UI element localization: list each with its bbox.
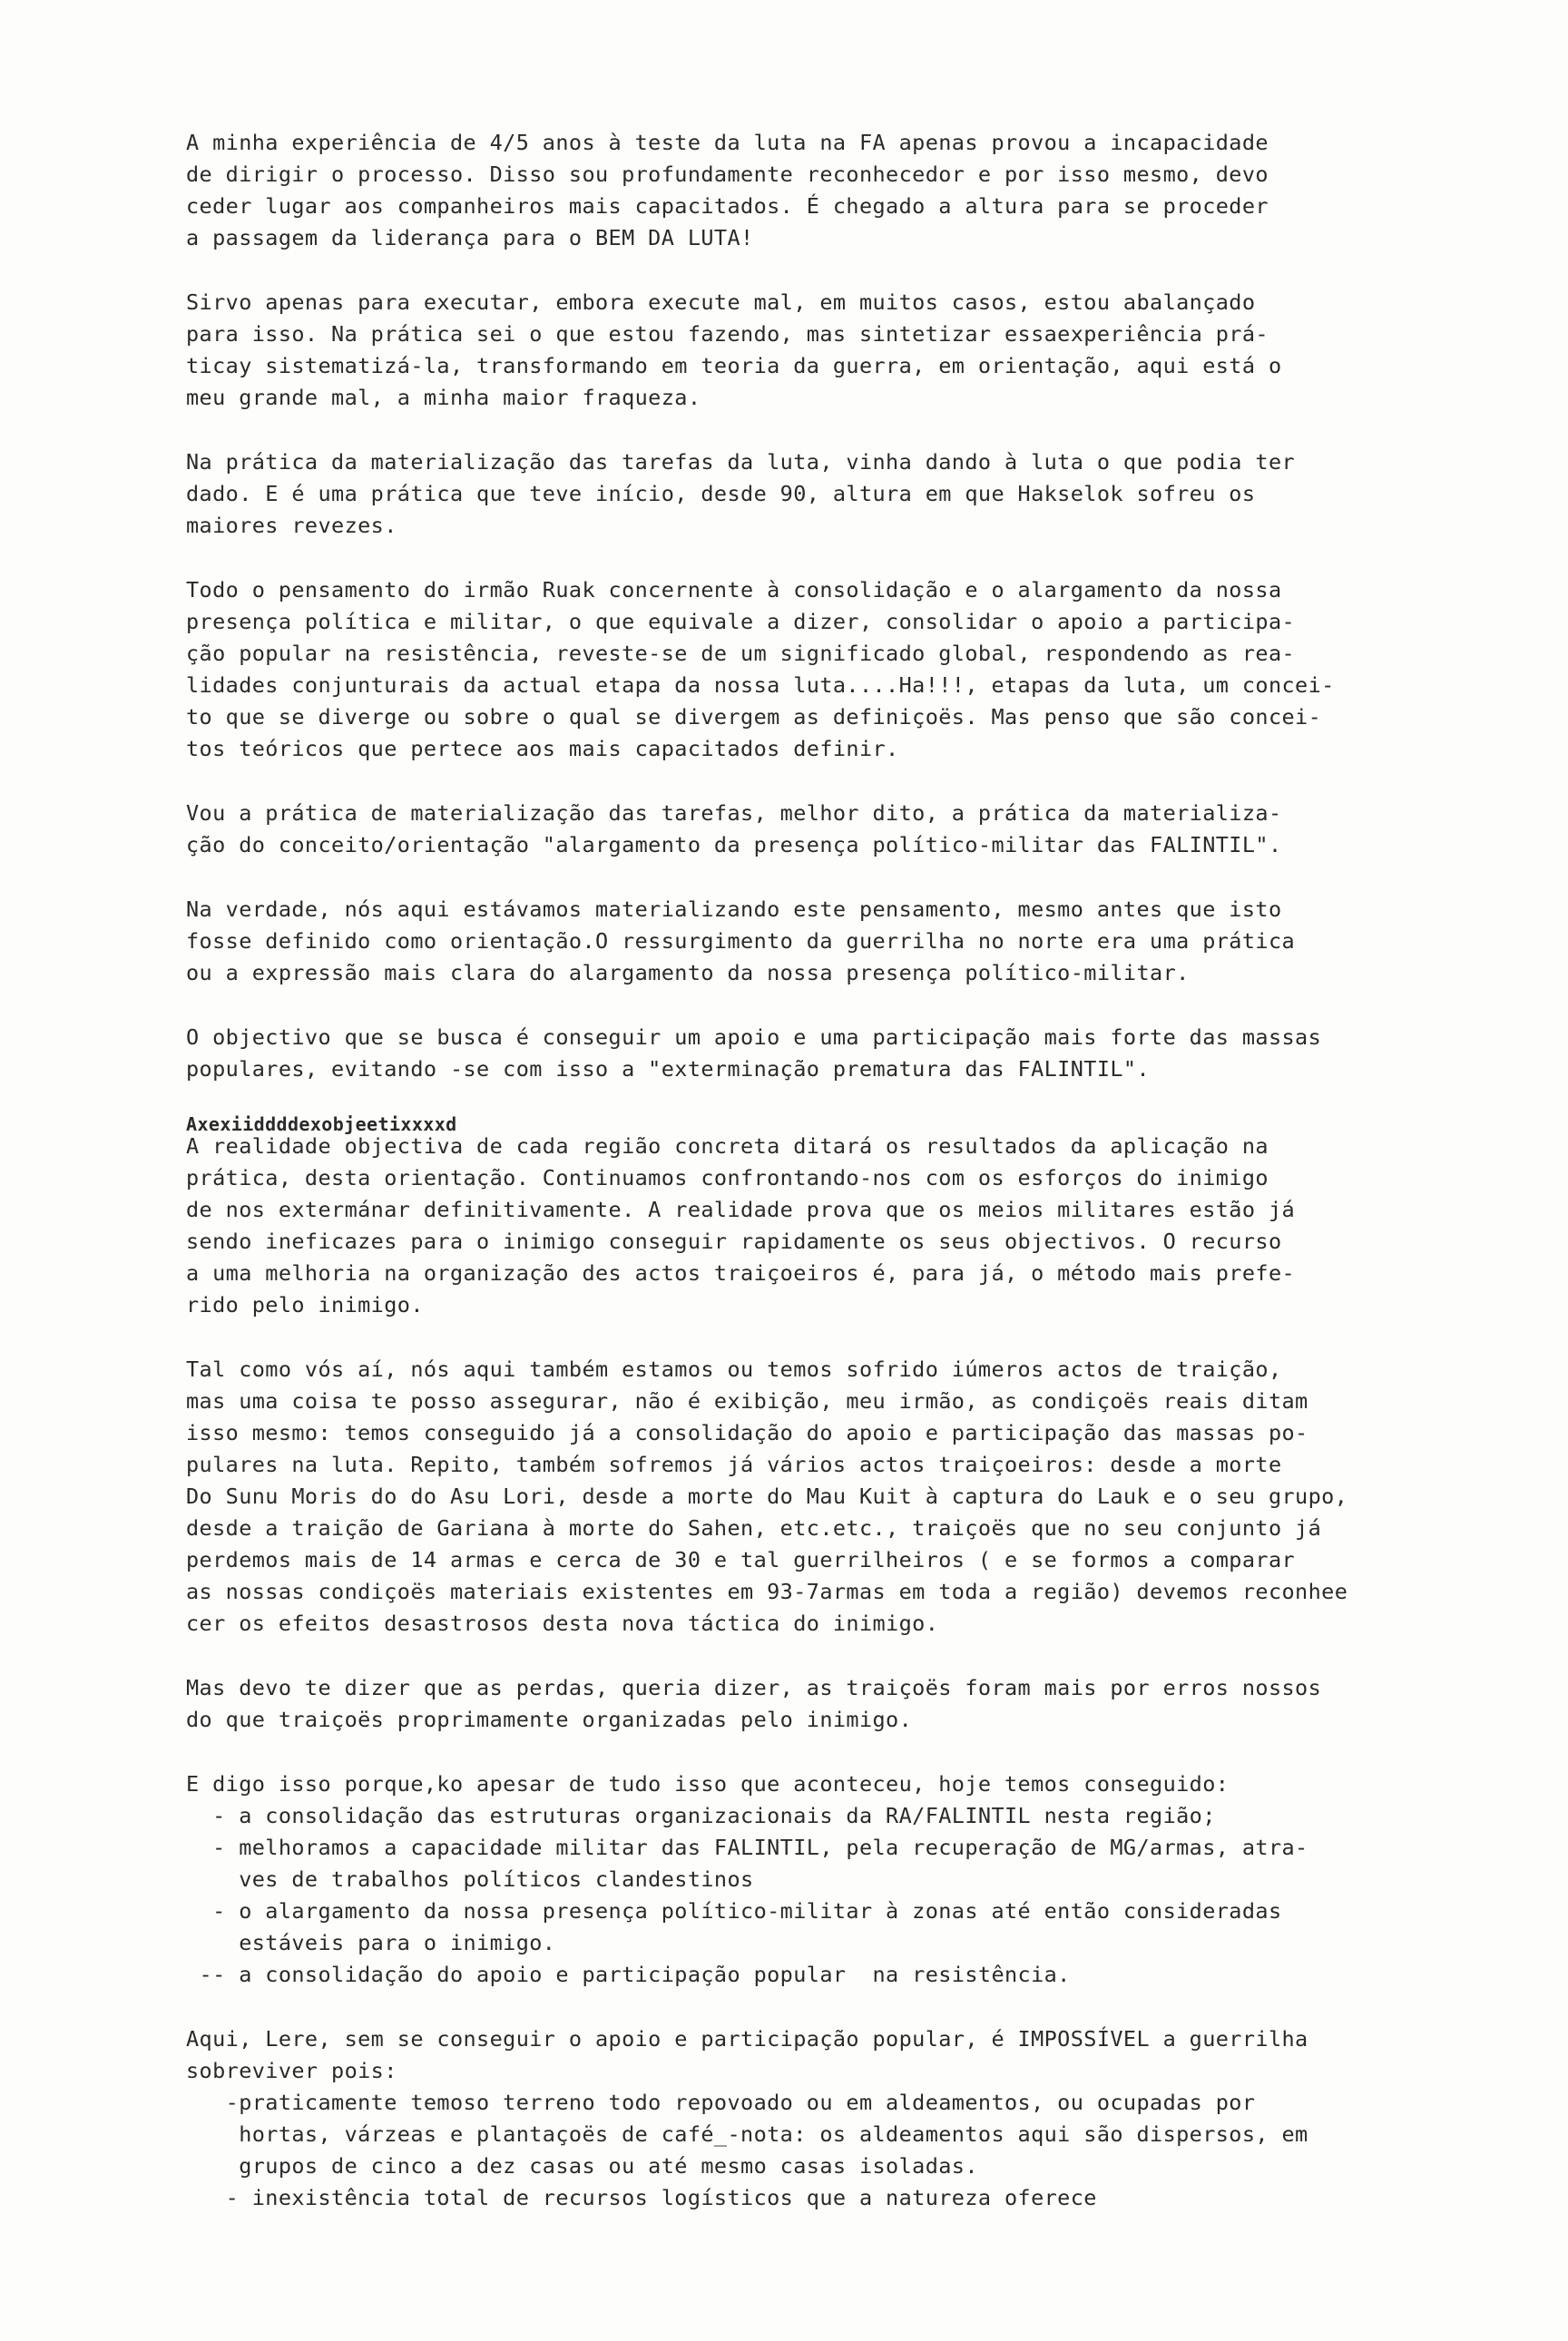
text-line: Sirvo apenas para executar, embora execute mal, em muitos casos, estou abalançado [186, 289, 1256, 315]
text-line: as nossas condiçoës materiais existentes em 93-7armas em toda a região) devemos reconhee [186, 1579, 1348, 1604]
text-line: Todo o pensamento do irmão Ruak concernente à consolidação e o alargamento da nossa [186, 577, 1282, 602]
text-line: -- a consolidação do apoio e participação popular na resistência. [186, 1962, 1071, 1987]
text-line: hortas, várzeas e plantaçoës de café_-nota: os aldeamentos aqui são dispersos, em [186, 2121, 1308, 2147]
paragraph [186, 2023, 1456, 2214]
text-line: to que se diverge ou sobre o qual se divergem as definiçoës. Mas penso que são concei- [186, 704, 1322, 730]
text-line: de nos extermánar definitivamente. A realidade prova que os meios militares estão já [186, 1197, 1296, 1222]
text-line: sendo ineficazes para o inimigo conseguir rapidamente os seus objectivos. O recurso [186, 1229, 1282, 1254]
text-line: -praticamente temoso terreno todo repovoado ou em aldeamentos, ou ocupadas por [186, 2090, 1256, 2115]
text-line: maiores revezes. [186, 513, 397, 538]
text-line: rido pelo inimigo. [186, 1292, 424, 1317]
text-line: ou a expressão mais clara do alargamento da nossa presença político-militar. [186, 960, 1190, 985]
paragraph [186, 1672, 1456, 1736]
text-line: Aqui, Lere, sem se conseguir o apoio e participação popular, é IMPOSSÍVEL a guerrilha [186, 2026, 1308, 2052]
text-line: A realidade objectiva de cada região concreta ditará os resultados da aplicação na [186, 1133, 1269, 1159]
letter-body [186, 127, 1456, 2247]
paragraph [186, 894, 1456, 989]
text-line: a passagem da liderança para o BEM DA LUTA! [186, 225, 754, 250]
text-line: dado. E é uma prática que teve início, desde 90, altura em que Hakselok sofreu os [186, 481, 1256, 506]
text-line: ticay sistematizá-la, transformando em teoria da guerra, em orientação, aqui está o [186, 353, 1282, 378]
text-line: ção popular na resistência, reveste-se de um significado global, respondendo as rea- [186, 641, 1296, 666]
paragraph [186, 798, 1456, 861]
text-line: ceder lugar aos companheiros mais capacitados. É chegado a altura para se proceder [186, 193, 1269, 219]
text-line: mas uma coisa te posso assegurar, não é exibição, meu irmão, as condiçoës reais ditam [186, 1388, 1308, 1414]
text-line: Vou a prática de materialização das tarefas, melhor dito, a prática da materializa- [186, 800, 1282, 826]
text-line: isso mesmo: temos conseguido já a consolidação do apoio e participação das massas po- [186, 1420, 1308, 1445]
paragraph [186, 127, 1456, 254]
text-line: Mas devo te dizer que as perdas, queria dizer, as traiçoës foram mais por erros nossos [186, 1675, 1322, 1700]
struck-out-text: Axexiiddddexobjeetixxxxd [186, 1113, 457, 1135]
text-line: Na prática da materialização das tarefas da luta, vinha dando à luta o que podia ter [186, 449, 1296, 475]
text-line: prática, desta orientação. Continuamos confrontando-nos com os esforços do inimigo [186, 1165, 1269, 1190]
paragraph [186, 1113, 1456, 1321]
text-line: Do Sunu Moris do do Asu Lori, desde a morte do Mau Kuit à captura do Lauk e o seu grupo, [186, 1484, 1348, 1509]
paragraph [186, 1354, 1456, 1640]
text-line: - o alargamento da nossa presença político-militar à zonas até então consideradas [186, 1898, 1282, 1924]
text-line: presença política e militar, o que equivale a dizer, consolidar o apoio a participa- [186, 609, 1296, 634]
text-line: A minha experiência de 4/5 anos à teste da luta na FA apenas provou a incapacidade [186, 130, 1269, 155]
text-line: fosse definido como orientação.O ressurgimento da guerrilha no norte era uma prática [186, 928, 1296, 954]
text-line: O objectivo que se busca é conseguir um apoio e uma participação mais forte das massas [186, 1024, 1322, 1050]
text-line: desde a traição de Gariana à morte do Sahen, etc.etc., traiçoës que no seu conjunto já [186, 1515, 1322, 1541]
paragraph [186, 574, 1456, 765]
paragraph [186, 287, 1456, 414]
text-line: E digo isso porque,ko apesar de tudo isso que aconteceu, hoje temos conseguido: [186, 1771, 1230, 1797]
text-line: populares, evitando -se com isso a "exterminação prematura das FALINTIL". [186, 1056, 1151, 1082]
text-line: - inexistência total de recursos logísticos que a natureza oferece [186, 2185, 1097, 2210]
text-line: pulares na luta. Repito, também sofremos já vários actos traiçoeiros: desde a morte [186, 1452, 1282, 1477]
text-line: para isso. Na prática sei o que estou fazendo, mas sintetizar essaexperiência prá- [186, 321, 1269, 347]
text-line: lidades conjunturais da actual etapa da nossa luta....Ha!!!, etapas da luta, um concei- [186, 672, 1335, 698]
text-line: grupos de cinco a dez casas ou até mesmo casas isoladas. [186, 2153, 978, 2179]
paragraph [186, 1022, 1456, 1085]
text-line: Na verdade, nós aqui estávamos materializando este pensamento, mesmo antes que isto [186, 896, 1282, 922]
text-line: meu grande mal, a minha maior fraqueza. [186, 385, 701, 410]
text-line: tos teóricos que pertece aos mais capacitados definir. [186, 736, 899, 761]
text-line: estáveis para o inimigo. [186, 1930, 556, 1955]
text-line: perdemos mais de 14 armas e cerca de 30 e tal guerrilheiros ( e se formos a comparar [186, 1547, 1296, 1572]
paragraph [186, 446, 1456, 542]
text-line: de dirigir o processo. Disso sou profundamente reconhecedor e por isso mesmo, devo [186, 162, 1269, 187]
text-line: - a consolidação das estruturas organizacionais da RA/FALINTIL nesta região; [186, 1803, 1216, 1828]
text-line: ção do conceito/orientação "alargamento da presença político-militar das FALINTIL". [186, 832, 1282, 857]
text-line: a uma melhoria na organização des actos traiçoeiros é, para já, o método mais prefe- [186, 1260, 1296, 1286]
text-line: Tal como vós aí, nós aqui também estamos ou temos sofrido iúmeros actos de traição, [186, 1357, 1282, 1382]
text-line: cer os efeitos desastrosos desta nova táctica do inimigo. [186, 1611, 939, 1636]
text-line: ves de trabalhos políticos clandestinos [186, 1866, 754, 1892]
paragraph [186, 1768, 1456, 1991]
text-line: do que traiçoës proprimamente organizadas pelo inimigo. [186, 1707, 913, 1732]
text-line: sobreviver pois: [186, 2058, 397, 2083]
text-line: - melhoramos a capacidade militar das FALINTIL, pela recuperação de MG/armas, atra- [186, 1835, 1308, 1860]
